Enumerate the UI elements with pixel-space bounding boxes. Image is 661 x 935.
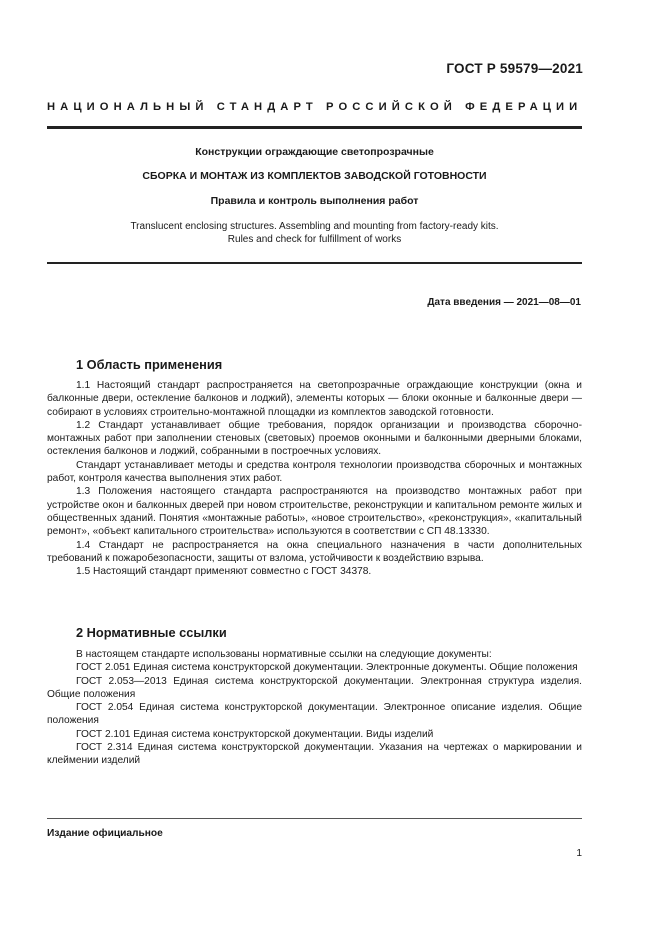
footer-divider xyxy=(47,818,582,819)
page-number: 1 xyxy=(576,848,582,859)
paragraph: 1.2 Стандарт устанавливает общие требования, порядок организации и производства сборочно-монтажных работ при заполнении стеновых (световых) проемов оконными и балконными дверными блоками, остекления балконов и лоджий, собранными в построечных условиях. xyxy=(47,419,582,458)
title-divider xyxy=(47,262,582,264)
english-title-line-2: Rules and check for fulfillment of works xyxy=(227,234,402,245)
paragraph: 1.5 Настоящий стандарт применяют совместно с ГОСТ 34378. xyxy=(76,566,372,578)
introduction-date: Дата введения — 2021—08—01 xyxy=(427,297,581,308)
paragraph: В настоящем стандарте использованы нормативные ссылки на следующие документы: xyxy=(76,649,492,660)
reference-item: ГОСТ 2.054 Единая система конструкторской документации. Электронное описание изделия. Общие положения xyxy=(47,702,582,727)
title-line-3: Правила и контроль выполнения работ xyxy=(210,195,419,207)
title-line-2: СБОРКА И МОНТАЖ ИЗ КОМПЛЕКТОВ ЗАВОДСКОЙ ГОТОВНОСТИ xyxy=(142,170,487,182)
national-standard-banner: НАЦИОНАЛЬНЫЙ СТАНДАРТ РОССИЙСКОЙ ФЕДЕРАЦИИ xyxy=(47,101,583,113)
paragraph: Стандарт устанавливает методы и средства контроля технологии производства сборочных и монтажных работ, контроля качества выполнения этих работ. xyxy=(47,459,582,485)
section-2-body xyxy=(47,648,582,768)
title-line-1: Конструкции ограждающие светопрозрачные xyxy=(195,146,434,158)
official-edition-label: Издание официальное xyxy=(47,828,163,839)
paragraph: 1.1 Настоящий стандарт распространяется на светопрозрачные ограждающие конструкции (окна и балконные двери, остекление балконов и лоджий), элементы которых — блоки оконные и балконные двери — собирают в условиях строительно-монтажной площадки из комплектов заводской готовности. xyxy=(47,380,582,418)
section-2-heading: 2 Нормативные ссылки xyxy=(76,625,227,640)
english-title-line-1: Translucent enclosing structures. Assembling and mounting from factory-ready kits. xyxy=(130,221,499,232)
standard-number: ГОСТ Р 59579—2021 xyxy=(446,61,583,76)
reference-item: ГОСТ 2.101 Единая система конструкторской документации. Виды изделий xyxy=(76,728,434,740)
section-1-body xyxy=(47,379,582,578)
reference-item: ГОСТ 2.051 Единая система конструкторской документации. Электронные документы. Общие положения xyxy=(76,662,578,674)
paragraph: 1.3 Положения настоящего стандарта распространяются на производство монтажных работ при устройстве окон и балконных дверей при новом строительстве, реконструкции и капитальном ремонте жилых и общественных зданий. Понятия «монтажные работы», «новое строительство», «реконструкция», «капитальный ремонт», «объект капитального строительства» используются в соответствии с СП 48.13330. xyxy=(47,486,582,538)
section-1-heading: 1 Область применения xyxy=(76,357,223,372)
english-title xyxy=(47,220,582,246)
reference-item: ГОСТ 2.314 Единая система конструкторской документации. Указания на чертежах о маркировании и клеймении изделий xyxy=(47,742,582,767)
reference-item: ГОСТ 2.053—2013 Единая система конструкторской документации. Электронная структура изделия. Общие положения xyxy=(47,675,582,700)
paragraph: 1.4 Стандарт не распространяется на окна специального назначения в части дополнительных требований к пожаробезопасности, защиты от взлома, устойчивости к воздействию взрыва. xyxy=(47,539,582,564)
header-divider xyxy=(47,126,582,129)
